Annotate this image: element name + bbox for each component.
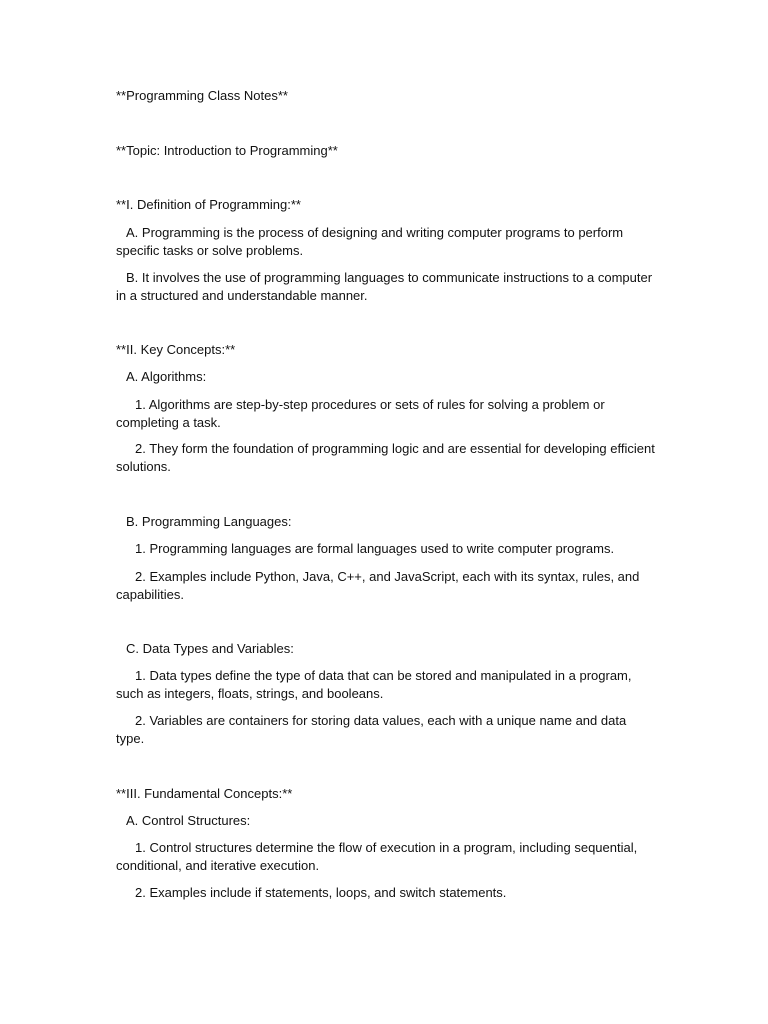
topic-line: **Topic: Introduction to Programming** (116, 143, 338, 158)
section-2-c-heading: C. Data Types and Variables: (126, 641, 294, 656)
section-2-b-heading: B. Programming Languages: (126, 514, 292, 529)
section-1-item-b: B. It involves the use of programming languages to communicate instructions to a computer in a structured and understandable manner. (116, 270, 653, 303)
section-3-a-heading: A. Control Structures: (126, 813, 251, 828)
section-2-a-item-2: 2. They form the foundation of programming logic and are essential for developing efficient solutions. (116, 441, 655, 474)
section-2-a-heading: A. Algorithms: (126, 369, 207, 384)
section-3-a-item-2: 2. Examples include if statements, loops, and switch statements. (135, 885, 507, 900)
section-2-a-item-1: 1. Algorithms are step-by-step procedures or sets of rules for solving a problem or completing a task. (116, 397, 605, 430)
document-title: **Programming Class Notes** (116, 88, 288, 103)
section-2-c-item-2: 2. Variables are containers for storing data values, each with a unique name and data type. (116, 713, 627, 746)
section-1-item-a: A. Programming is the process of designing and writing computer programs to perform specific tasks or solve problems. (116, 225, 624, 258)
section-2-b-item-2: 2. Examples include Python, Java, C++, and JavaScript, each with its syntax, rules, and capabilities. (116, 569, 640, 602)
section-2-b-item-1: 1. Programming languages are formal languages used to write computer programs. (135, 541, 615, 556)
section-2-heading: **II. Key Concepts:** (116, 342, 236, 357)
section-3-a-item-1: 1. Control structures determine the flow of execution in a program, including sequential, conditional, and iterative execution. (116, 840, 638, 873)
section-3-heading: **III. Fundamental Concepts:** (116, 786, 293, 801)
section-1-heading: **I. Definition of Programming:** (116, 197, 301, 212)
section-2-c-item-1: 1. Data types define the type of data that can be stored and manipulated in a program, such as integers, floats, strings, and booleans. (116, 668, 632, 701)
